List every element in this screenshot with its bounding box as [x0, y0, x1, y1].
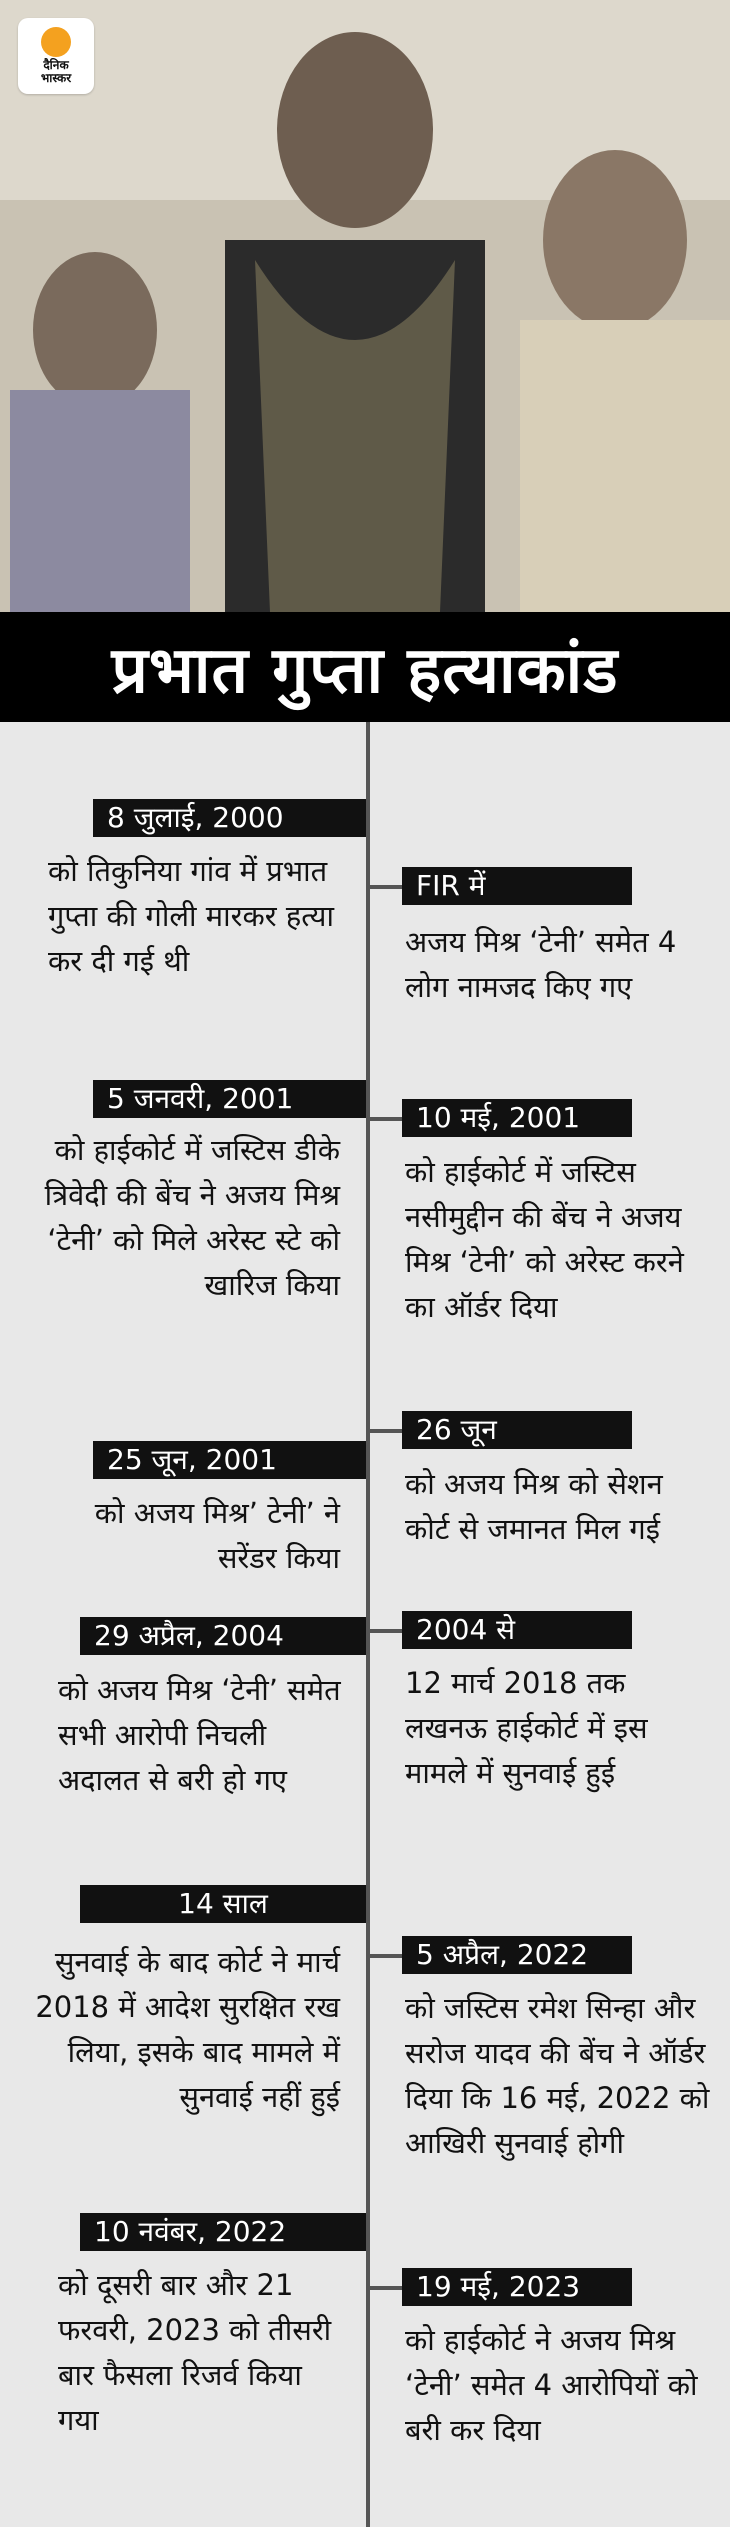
date-tag: 10 नवंबर, 2022 [80, 2213, 366, 2251]
event-text: को दूसरी बार और 21 फरवरी, 2023 को तीसरी बार फैसला रिजर्व किया गया [58, 2268, 332, 2437]
event-text: को हाईकोर्ट में जस्टिस डीके त्रिवेदी की बेंच ने अजय मिश्र ‘टेनी’ को मिले अरेस्ट स्टे को खारिज किया [44, 1133, 340, 1302]
sun-icon [41, 27, 71, 57]
dainik-bhaskar-logo [18, 18, 94, 94]
date-tag: 8 जुलाई, 2000 [93, 799, 366, 837]
event-text: 12 मार्च 2018 तक लखनऊ हाईकोर्ट में इस मामले में सुनवाई हुई [405, 1666, 648, 1790]
connector [370, 2286, 402, 2290]
connector [370, 1429, 402, 1433]
timeline-axis [366, 722, 370, 2527]
event-text: को हाईकोर्ट ने अजय मिश्र ‘टेनी’ समेत 4 आरोपियों को बरी कर दिया [405, 2323, 698, 2447]
event-text: को तिकुनिया गांव में प्रभात गुप्ता की गोली मारकर हत्या कर दी गई थी [48, 854, 334, 978]
date-tag: FIR में [402, 867, 632, 905]
connector [370, 1954, 402, 1958]
event-text: को जस्टिस रमेश सिन्हा और सरोज यादव की बेंच ने ऑर्डर दिया कि 16 मई, 2022 को आखिरी सुनवाई होगी [405, 1991, 710, 2160]
date-tag: 5 जनवरी, 2001 [93, 1080, 366, 1118]
date-tag: 25 जून, 2001 [93, 1441, 366, 1479]
event-text: को अजय मिश्र ‘टेनी’ समेत सभी आरोपी निचली अदालत से बरी हो गए [58, 1673, 341, 1797]
connector [370, 1629, 402, 1633]
date-tag: 26 जून [402, 1411, 632, 1449]
event-text: को हाईकोर्ट में जस्टिस नसीमुद्दीन की बेंच ने अजय मिश्र ‘टेनी’ को अरेस्ट करने का ऑर्डर दिया [405, 1155, 684, 1324]
connector [370, 1117, 402, 1121]
event-text: को अजय मिश्र’ टेनी’ ने सरेंडर किया [94, 1496, 340, 1575]
date-tag: 19 मई, 2023 [402, 2268, 632, 2306]
page-title: प्रभात गुप्ता हत्याकांड [0, 612, 730, 722]
group-photo-illustration [0, 0, 730, 612]
date-tag: 14 साल [80, 1885, 366, 1923]
event-text: अजय मिश्र ‘टेनी’ समेत 4 लोग नामजद किए गए [405, 925, 677, 1004]
connector [370, 885, 402, 889]
event-text: को अजय मिश्र को सेशन कोर्ट से जमानत मिल गई [405, 1467, 663, 1546]
date-tag: 5 अप्रैल, 2022 [402, 1936, 632, 1974]
header-photo [0, 0, 730, 612]
event-text: सुनवाई के बाद कोर्ट ने मार्च 2018 में आदेश सुरक्षित रख लिया, इसके बाद मामले में सुनवाई नहीं हुई [35, 1945, 340, 2114]
date-tag: 2004 से [402, 1611, 632, 1649]
logo-line-1: दैनिक [43, 58, 69, 72]
date-tag: 29 अप्रैल, 2004 [80, 1617, 366, 1655]
logo-line-2: भास्कर [40, 71, 72, 85]
date-tag: 10 मई, 2001 [402, 1099, 632, 1137]
